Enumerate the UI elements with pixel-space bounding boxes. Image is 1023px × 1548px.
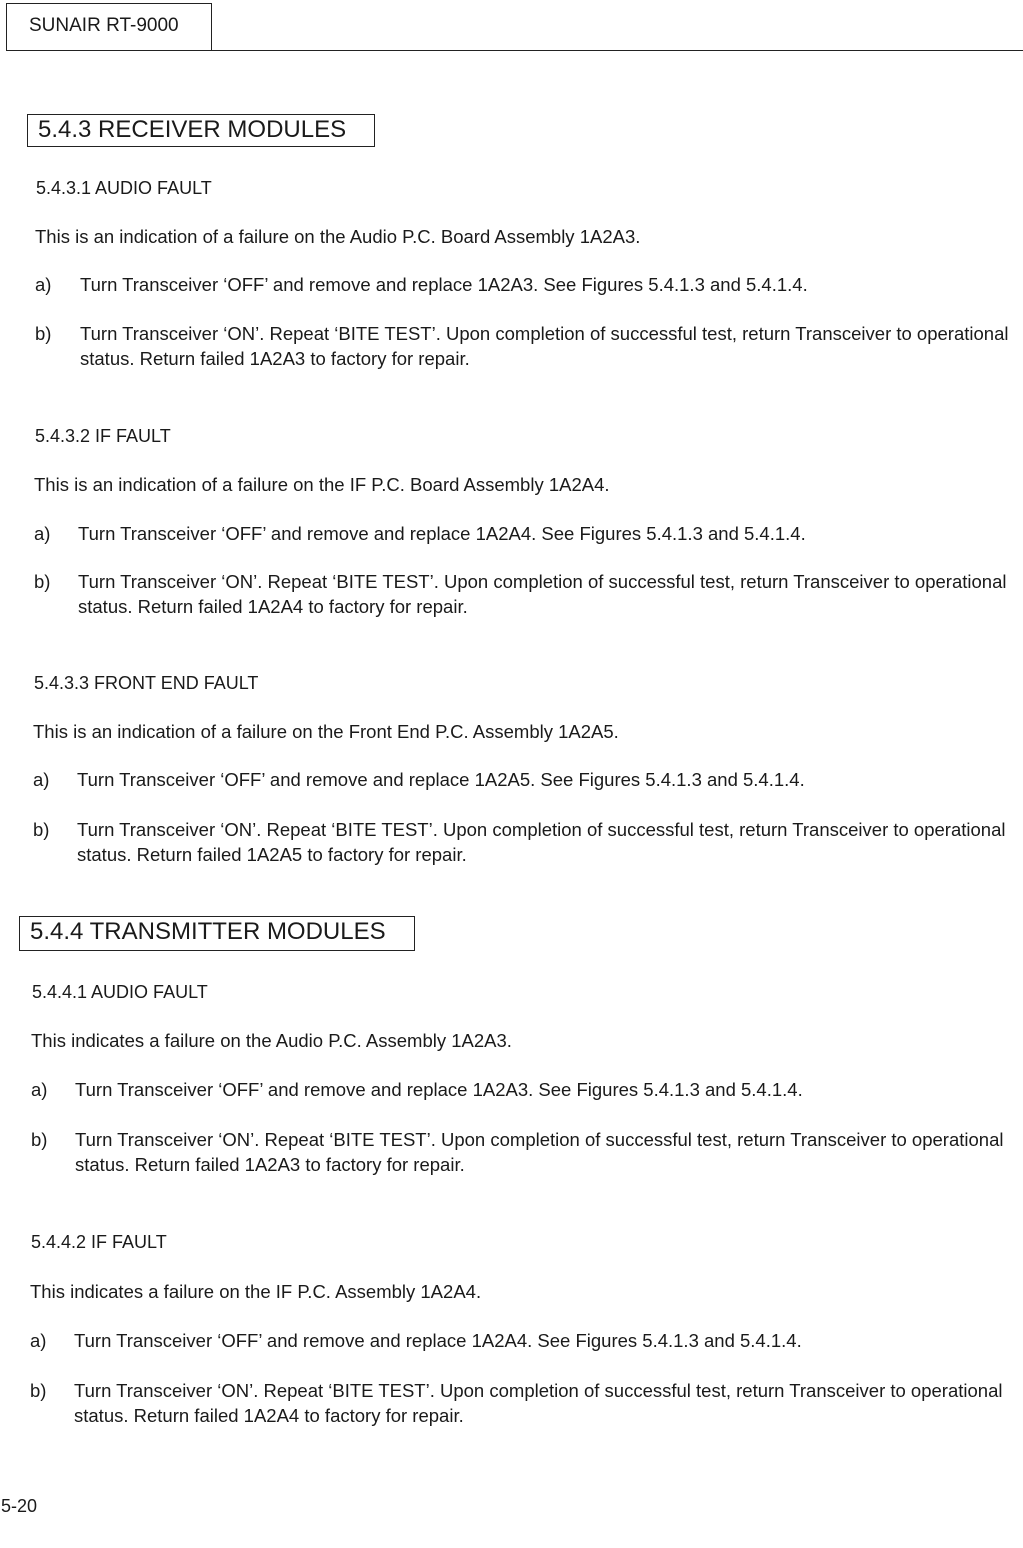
step-text: Turn Transceiver ‘OFF’ and remove and replace 1A2A3. See Figures 5.4.1.3 and 5.4.1.4. <box>75 1079 803 1100</box>
subsection-heading: 5.4.3.2 IF FAULT <box>35 426 171 446</box>
step-text: Turn Transceiver ‘ON’. Repeat ‘BITE TEST’. Upon completion of successful test, return Transceiver to operational status. Return failed 1A2A3 to factory for repair. <box>75 1129 1004 1175</box>
step-text: Turn Transceiver ‘ON’. Repeat ‘BITE TEST’. Upon completion of successful test, return Transceiver to operational status. Return failed 1A2A3 to factory for repair. <box>80 323 1009 369</box>
subsection-heading: 5.4.3.1 AUDIO FAULT <box>36 178 212 198</box>
paragraph: This is an indication of a failure on the IF P.C. Board Assembly 1A2A4. <box>34 474 610 495</box>
step-text: Turn Transceiver ‘ON’. Repeat ‘BITE TEST’. Upon completion of successful test, return Transceiver to operational status. Return failed 1A2A4 to factory for repair. <box>78 571 1007 617</box>
step-text: Turn Transceiver ‘OFF’ and remove and replace 1A2A4. See Figures 5.4.1.3 and 5.4.1.4. <box>74 1330 802 1351</box>
step-item <box>35 322 1020 372</box>
step-label: a) <box>35 274 52 295</box>
step-item <box>34 522 1020 547</box>
step-label: b) <box>30 1380 47 1401</box>
step-item <box>33 768 1020 793</box>
step-text: Turn Transceiver ‘ON’. Repeat ‘BITE TEST’. Upon completion of successful test, return Transceiver to operational status. Return failed 1A2A4 to factory for repair. <box>74 1380 1003 1426</box>
header-rule <box>6 50 1023 51</box>
subsection-heading: 5.4.4.1 AUDIO FAULT <box>32 982 208 1002</box>
section-heading-transmitter-modules: 5.4.4 TRANSMITTER MODULES <box>19 916 415 951</box>
step-item <box>33 818 1020 868</box>
subsection-heading: 5.4.4.2 IF FAULT <box>31 1232 167 1252</box>
step-label: a) <box>31 1079 48 1100</box>
paragraph: This indicates a failure on the IF P.C. Assembly 1A2A4. <box>30 1281 482 1302</box>
step-label: b) <box>31 1129 48 1150</box>
page-number: 5-20 <box>1 1496 38 1516</box>
step-text: Turn Transceiver ‘OFF’ and remove and replace 1A2A4. See Figures 5.4.1.3 and 5.4.1.4. <box>78 523 806 544</box>
paragraph: This is an indication of a failure on the Front End P.C. Assembly 1A2A5. <box>33 721 619 742</box>
step-label: b) <box>35 323 52 344</box>
paragraph: This indicates a failure on the Audio P.C. Assembly 1A2A3. <box>31 1030 512 1051</box>
step-item <box>31 1128 1020 1178</box>
document-header-title: SUNAIR RT-9000 <box>6 3 212 50</box>
subsection-heading: 5.4.3.3 FRONT END FAULT <box>34 673 259 693</box>
step-item <box>30 1329 1020 1354</box>
step-text: Turn Transceiver ‘ON’. Repeat ‘BITE TEST’. Upon completion of successful test, return Transceiver to operational status. Return failed 1A2A5 to factory for repair. <box>77 819 1006 865</box>
section-heading-receiver-modules: 5.4.3 RECEIVER MODULES <box>27 114 375 147</box>
step-label: a) <box>34 523 51 544</box>
step-text: Turn Transceiver ‘OFF’ and remove and replace 1A2A3. See Figures 5.4.1.3 and 5.4.1.4. <box>80 274 808 295</box>
step-item <box>31 1078 1020 1103</box>
step-text: Turn Transceiver ‘OFF’ and remove and replace 1A2A5. See Figures 5.4.1.3 and 5.4.1.4. <box>77 769 805 790</box>
step-label: b) <box>34 571 51 592</box>
step-label: a) <box>33 769 50 790</box>
paragraph: This is an indication of a failure on the Audio P.C. Board Assembly 1A2A3. <box>35 226 641 247</box>
step-label: a) <box>30 1330 47 1351</box>
step-item <box>34 570 1020 620</box>
step-item <box>30 1379 1020 1429</box>
step-label: b) <box>33 819 50 840</box>
step-item <box>35 273 1020 298</box>
